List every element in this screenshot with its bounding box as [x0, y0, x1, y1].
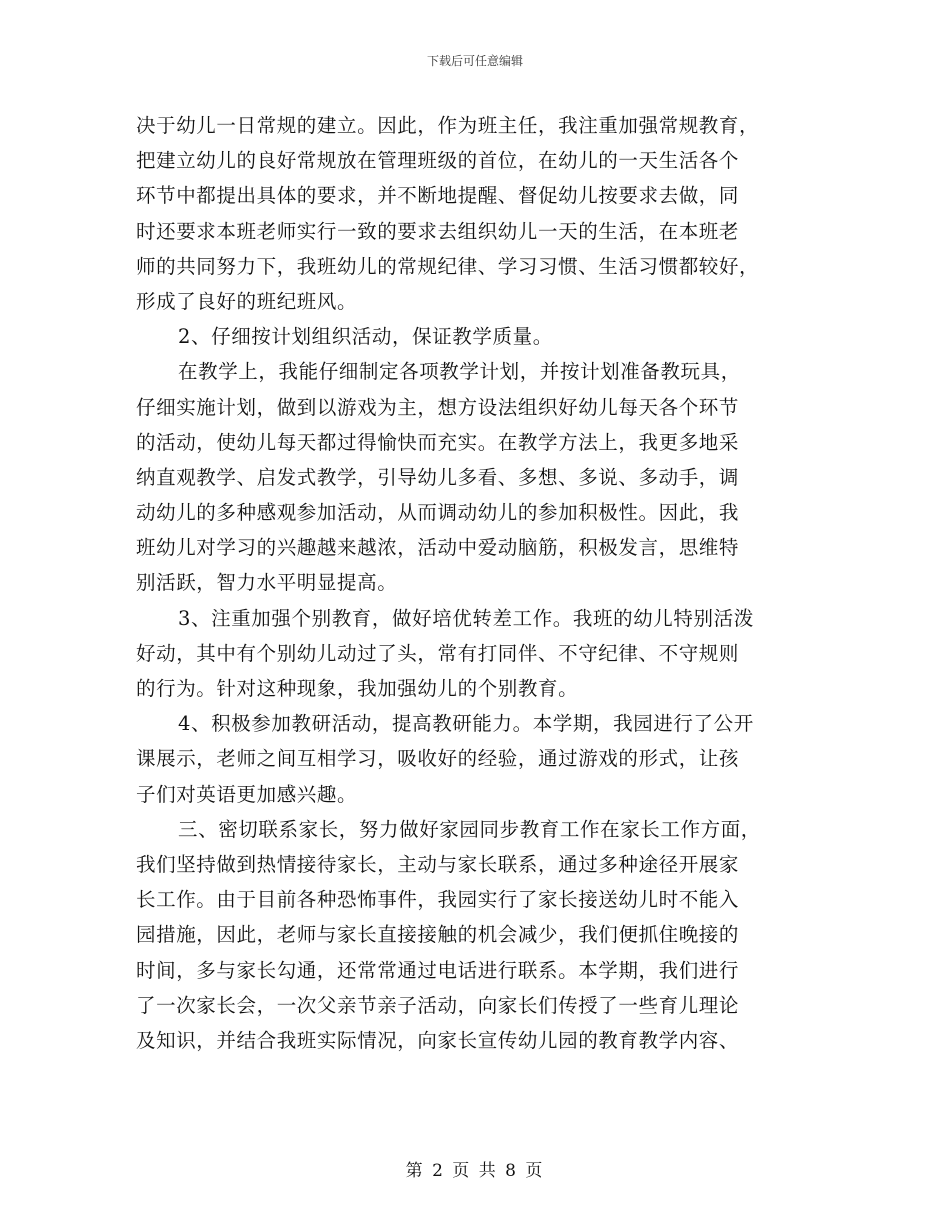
text-line: 仔细实施计划，做到以游戏为主，想方设法组织好幼儿每天各个环节 — [136, 395, 740, 419]
text-line: 的行为。针对这种现象，我加强幼儿的个别教育。 — [136, 677, 579, 700]
text-line: 子们对英语更加感兴趣。 — [136, 782, 358, 806]
text-line: 4、积极参加教研活动，提高教研能力。本学期，我园进行了公开 — [178, 712, 754, 736]
text-line: 师的共同努力下，我班幼儿的常规纪律、学习习惯、生活习惯都较好， — [136, 254, 760, 278]
text-line: 课展示，老师之间互相学习，吸收好的经验，通过游戏的形式，让孩 — [136, 747, 740, 771]
text-line: 形成了良好的班纪班风。 — [136, 289, 358, 313]
text-line: 我们坚持做到热情接待家长，主动与家长联系，通过多种途径开展家 — [136, 852, 740, 876]
text-line: 2、仔细按计划组织活动，保证教学质量。 — [178, 325, 553, 349]
text-line: 园措施，因此，老师与家长直接接触的机会减少，我们便抓住晚接的 — [136, 923, 740, 947]
text-line: 了一次家长会，一次父亲节亲子活动，向家长们传授了一些育儿理论 — [136, 993, 740, 1017]
text-line: 决于幼儿一日常规的建立。因此，作为班主任，我注重加强常规教育， — [136, 114, 760, 137]
text-line: 在教学上，我能仔细制定各项教学计划，并按计划准备教玩具， — [178, 360, 741, 384]
text-line: 长工作。由于目前各种恐怖事件，我园实行了家长接送幼儿时不能入 — [136, 888, 740, 912]
text-line: 纳直观教学、启发式教学，引导幼儿多看、多想、多说、多动手，调 — [136, 465, 740, 489]
page-number-footer: 第 2 页 共 8 页 — [405, 1161, 545, 1181]
text-line: 三、密切联系家长，努力做好家园同步教育工作在家长工作方面， — [178, 817, 761, 841]
text-line: 时还要求本班老师实行一致的要求去组织幼儿一天的生活，在本班老 — [136, 219, 740, 243]
text-line: 的活动，使幼儿每天都过得愉快而充实。在教学方法上，我更多地采 — [136, 430, 740, 454]
text-line: 动幼儿的多种感观参加活动，从而调动幼儿的参加积极性。因此，我 — [136, 501, 740, 525]
text-line: 及知识，并结合我班实际情况，向家长宣传幼儿园的教育教学内容、 — [136, 1028, 740, 1052]
text-line: 班幼儿对学习的兴趣越来越浓，活动中爱动脑筋，积极发言，思维特 — [136, 536, 740, 560]
text-line: 3、注重加强个别教育，做好培优转差工作。我班的幼儿特别活泼 — [178, 606, 754, 630]
page-header: 下载后可任意编辑 — [426, 54, 523, 68]
document-body — [136, 108, 816, 1058]
text-line: 环节中都提出具体的要求，并不断地提醒、督促幼儿按要求去做，同 — [136, 184, 740, 208]
text-line: 好动，其中有个别幼儿动过了头，常有打同伴、不守纪律、不守规则 — [136, 641, 740, 665]
text-line: 时间，多与家长勾通，还常常通过电话进行联系。本学期，我们进行 — [136, 958, 740, 982]
text-line: 别活跃，智力水平明显提高。 — [136, 571, 398, 595]
text-line: 把建立幼儿的良好常规放在管理班级的首位，在幼儿的一天生活各个 — [136, 149, 740, 173]
